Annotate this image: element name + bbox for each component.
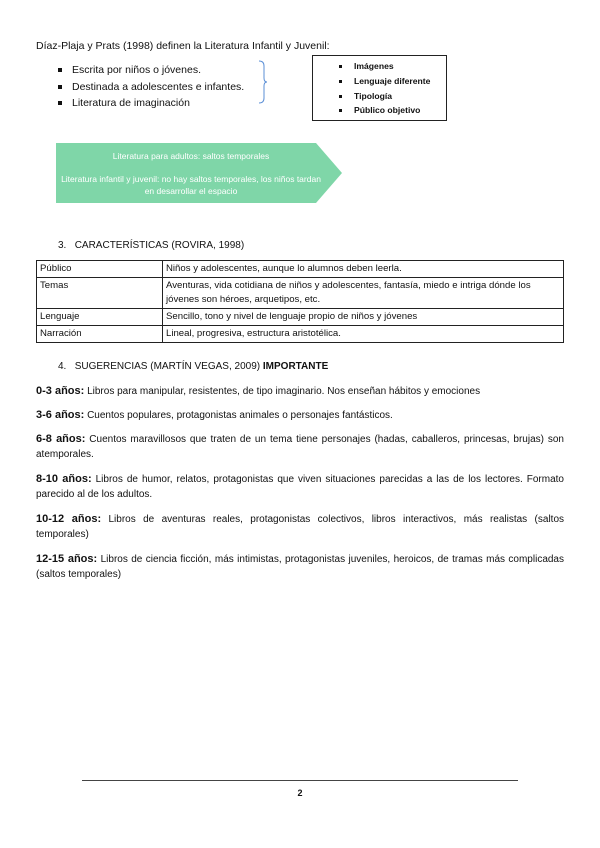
suggestion-paragraph [36,552,564,582]
arrow-line-children: Literatura infantil y juvenil: no hay saltos temporales, los niños tardan en desarrollar el espacio [61,174,321,196]
intro-text: Díaz-Plaja y Prats (1998) definen la Literatura Infantil y Juvenil: [36,40,330,52]
table-value: Aventuras, vida cotidiana de niños y adolescentes, fantasía, miedo e intriga dónde los jóvenes son héroes, arquetipos, etc. [163,278,564,309]
suggestion-paragraph [36,512,564,542]
suggestion-text: Cuentos maravillosos que traten de un tema tiene personajes (hadas, caballeros, princesas, brujas) son atemporales. [36,434,564,460]
suggestion-text: Libros para manipular, resistentes, de tipo imaginario. Nos enseñan hábitos y emociones [87,386,481,397]
table-value: Sencillo, tono y nivel de lenguaje propio de niños y jóvenes [163,309,564,326]
age-label: 0-3 años: [36,385,85,397]
table-key: Temas [37,278,163,309]
suggestion-paragraph [36,472,564,502]
page-number: 2 [297,788,303,798]
arrow-line-adults: Literatura para adultos: saltos temporales [112,151,270,161]
definition-list [58,62,244,112]
table-row [37,278,564,309]
features-item: Público objetivo [339,103,446,118]
table-key: Lenguaje [37,309,163,326]
suggestion-text: Cuentos populares, protagonistas animales o personajes fantásticos. [87,410,393,421]
age-label: 3-6 años: [36,409,85,421]
table-key: Narración [37,326,163,343]
features-item: Tipología [339,89,446,104]
section-4-heading [58,361,328,372]
definition-item: Literatura de imaginación [58,95,244,112]
right-brace-icon [258,60,268,104]
suggestion-paragraph [36,432,564,462]
age-label: 6-8 años: [36,433,86,445]
characteristics-table [36,260,564,343]
features-box [312,55,447,121]
table-row [37,326,564,343]
arrow-banner [56,143,342,203]
features-item: Imágenes [339,59,446,74]
age-label: 8-10 años: [36,473,92,485]
features-item: Lenguaje diferente [339,74,446,89]
suggestion-text: Libros de aventuras reales, protagonistas colectivos, libros interactivos, más realistas (saltos temporales) [36,514,565,540]
suggestion-paragraph [36,408,564,423]
section-3-heading [58,240,244,251]
definition-item: Destinada a adolescentes e infantes. [58,79,244,96]
section-number: 3. [58,240,67,251]
important-label: IMPORTANTE [262,361,329,372]
section-title: CARACTERÍSTICAS (ROVIRA, 1998) [74,240,245,251]
definition-item: Escrita por niños o jóvenes. [58,62,244,79]
table-row [37,261,564,278]
suggestion-text: Libros de ciencia ficción, más intimistas, protagonistas juveniles, heroicos, de tramas más complicadas (saltos temporales) [36,554,564,580]
table-value: Lineal, progresiva, estructura aristotélica. [163,326,564,343]
age-label: 12-15 años: [36,553,98,565]
section-number: 4. [58,361,67,372]
table-row [37,309,564,326]
suggestion-paragraph [36,384,564,399]
footer-divider [82,780,518,781]
table-key: Público [37,261,163,278]
section-title: SUGERENCIAS (MARTÍN VEGAS, 2009) [74,361,261,372]
age-label: 10-12 años: [36,513,102,525]
suggestion-text: Libros de humor, relatos, protagonistas que viven situaciones parecidas a las de los lectores. Formato parecido al de los adultos. [36,474,564,500]
table-value: Niños y adolescentes, aunque lo alumnos deben leerla. [163,261,564,278]
